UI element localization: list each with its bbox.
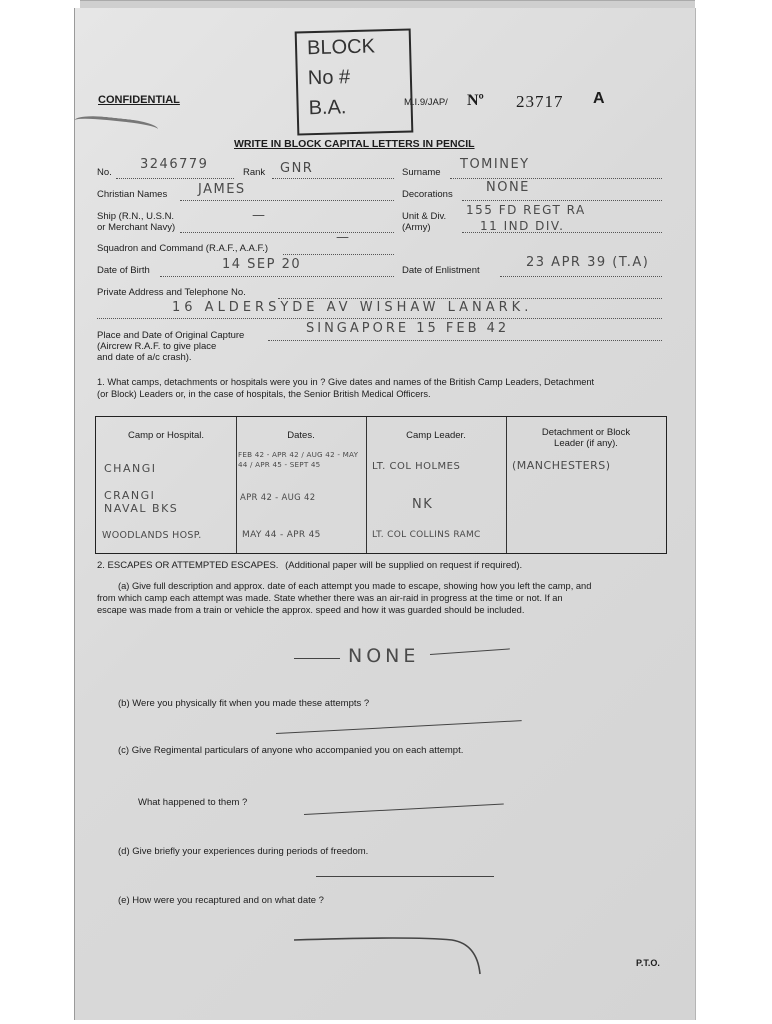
row2-leader: NK: [412, 497, 434, 512]
confidential-label: CONFIDENTIAL: [98, 94, 180, 106]
question-2a-line-2: from which camp each attempt was made. State whether there was an air-raid in progress at the time or not. If an: [97, 593, 563, 603]
unit-label-2: (Army): [402, 222, 431, 233]
table-divider-3: [506, 417, 507, 553]
series-letter: A: [593, 90, 605, 107]
row1-dates: FEB 42 - APR 42 / AUG 42 - MAY 44 / APR 45 - SEPT 45: [238, 450, 359, 469]
address-dotted-line-1: [278, 298, 662, 299]
stamp-line-3: B.A.: [308, 96, 347, 120]
block-stamp: [295, 28, 414, 135]
capture-label-1: Place and Date of Original Capture: [97, 330, 245, 341]
capture-label-3: and date of a/c crash).: [97, 352, 192, 363]
stamp-line-1: BLOCK: [306, 35, 376, 60]
row3-dates: MAY 44 - APR 45: [242, 530, 321, 540]
squadron-dotted-line: [283, 254, 394, 255]
row2-camp: CRANGI NAVAL BKS: [104, 489, 179, 515]
ship-label-2: or Merchant Navy): [97, 222, 176, 233]
christian-names-value: JAMES: [198, 182, 246, 197]
question-2a-line-1: (a) Give full description and approx. date of each attempt you made to escape, showing how you left the camp, and: [118, 581, 592, 591]
surname-value: TOMINEY: [460, 157, 530, 172]
enlistment-dotted-line: [500, 276, 662, 277]
no-label: No.: [97, 167, 112, 178]
christian-dotted-line: [180, 200, 394, 201]
stamp-line-2: No #: [307, 66, 351, 90]
enlistment-value: 23 APR 39 (T.A): [526, 255, 650, 270]
rank-label: Rank: [243, 167, 266, 178]
ship-label-1: Ship (R.N., U.S.N.: [97, 211, 175, 222]
unit-value-2: 11 IND DIV.: [480, 219, 565, 233]
address-dotted-line-2: [97, 318, 662, 319]
header-leader: Camp Leader.: [406, 430, 466, 441]
row1-leader: LT. COL HOLMES: [372, 461, 461, 472]
question-2e: (e) How were you recaptured and on what date ?: [118, 895, 324, 906]
question-2-note: (Additional paper will be supplied on request if required).: [285, 560, 523, 571]
row3-camp: WOODLANDS HOSP.: [102, 530, 202, 541]
question-2-heading: [97, 560, 522, 571]
ship-value: —: [252, 208, 267, 223]
answer-a-dash-left: [294, 658, 340, 659]
row2-dates: APR 42 - AUG 42: [240, 493, 316, 503]
rank-dotted-line: [272, 178, 394, 179]
unit-value-1: 155 FD REGT RA: [466, 203, 586, 217]
decorations-value: NONE: [486, 180, 530, 195]
decorations-dotted-line: [462, 200, 662, 201]
pto-label: P.T.O.: [636, 958, 660, 968]
header-dates: Dates.: [287, 430, 315, 441]
capture-label-2: (Aircrew R.A.F. to give place: [97, 341, 217, 352]
header-camp: Camp or Hospital.: [127, 430, 205, 441]
dob-dotted-line: [160, 276, 394, 277]
rank-value: GNR: [280, 161, 314, 176]
row3-leader: LT. COL COLLINS RAMC: [372, 530, 481, 540]
surname-dotted-line: [450, 178, 662, 179]
question-2c: (c) Give Regimental particulars of anyone who accompanied you on each attempt.: [118, 745, 464, 756]
squadron-value: —: [336, 230, 351, 245]
question-1-line-1: 1. What camps, detachments or hospitals were you in ? Give dates and names of the British Camp Leaders, Detachment: [97, 377, 595, 387]
instruction-heading: WRITE IN BLOCK CAPITAL LETTERS IN PENCIL: [234, 138, 475, 150]
dob-label: Date of Birth: [97, 265, 150, 276]
row1-camp: CHANGI: [104, 462, 157, 475]
no-dotted-line: [116, 178, 234, 179]
answer-e-line: [292, 930, 492, 980]
row1-detachment: (MANCHESTERS): [512, 459, 611, 472]
question-2-title: 2. ESCAPES OR ATTEMPTED ESCAPES.: [97, 560, 279, 571]
question-2d: (d) Give briefly your experiences during periods of freedom.: [118, 846, 369, 857]
ref-prefix: M.I.9/JAP/: [404, 97, 448, 108]
address-value: 16 ALDERSYDE AV WISHAW LANARK.: [172, 300, 533, 315]
question-2b: (b) Were you physically fit when you made these attempts ?: [118, 698, 370, 709]
dob-value: 14 SEP 20: [222, 257, 302, 272]
question-2c-sub: What happened to them ?: [138, 797, 248, 808]
number-value: 23717: [516, 92, 564, 111]
answer-a-value: NONE: [348, 645, 420, 667]
question-2a-line-3: escape was made from a train or vehicle the approx. speed and how it was guarded should be included.: [97, 605, 525, 615]
camps-table: [95, 416, 667, 554]
number-label: Nº: [467, 92, 484, 109]
surname-label: Surname: [402, 167, 441, 178]
answer-d-line: [316, 876, 494, 877]
squadron-label: Squadron and Command (R.A.F., A.A.F.): [97, 243, 269, 254]
question-1-line-2: (or Block) Leaders or, in the case of hospitals, the Senior British Medical Officers.: [97, 389, 431, 399]
capture-dotted-line: [268, 340, 662, 341]
capture-value: SINGAPORE 15 FEB 42: [306, 321, 510, 336]
christian-names-label: Christian Names: [97, 189, 168, 200]
ship-dotted-line: [180, 232, 394, 233]
header-detachment: Detachment or Block Leader (if any).: [541, 427, 631, 449]
unit-label-1: Unit & Div.: [402, 211, 447, 222]
address-label: Private Address and Telephone No.: [97, 287, 246, 298]
enlistment-label: Date of Enlistment: [402, 265, 480, 276]
no-value: 3246779: [140, 157, 209, 172]
decorations-label: Decorations: [402, 189, 453, 200]
